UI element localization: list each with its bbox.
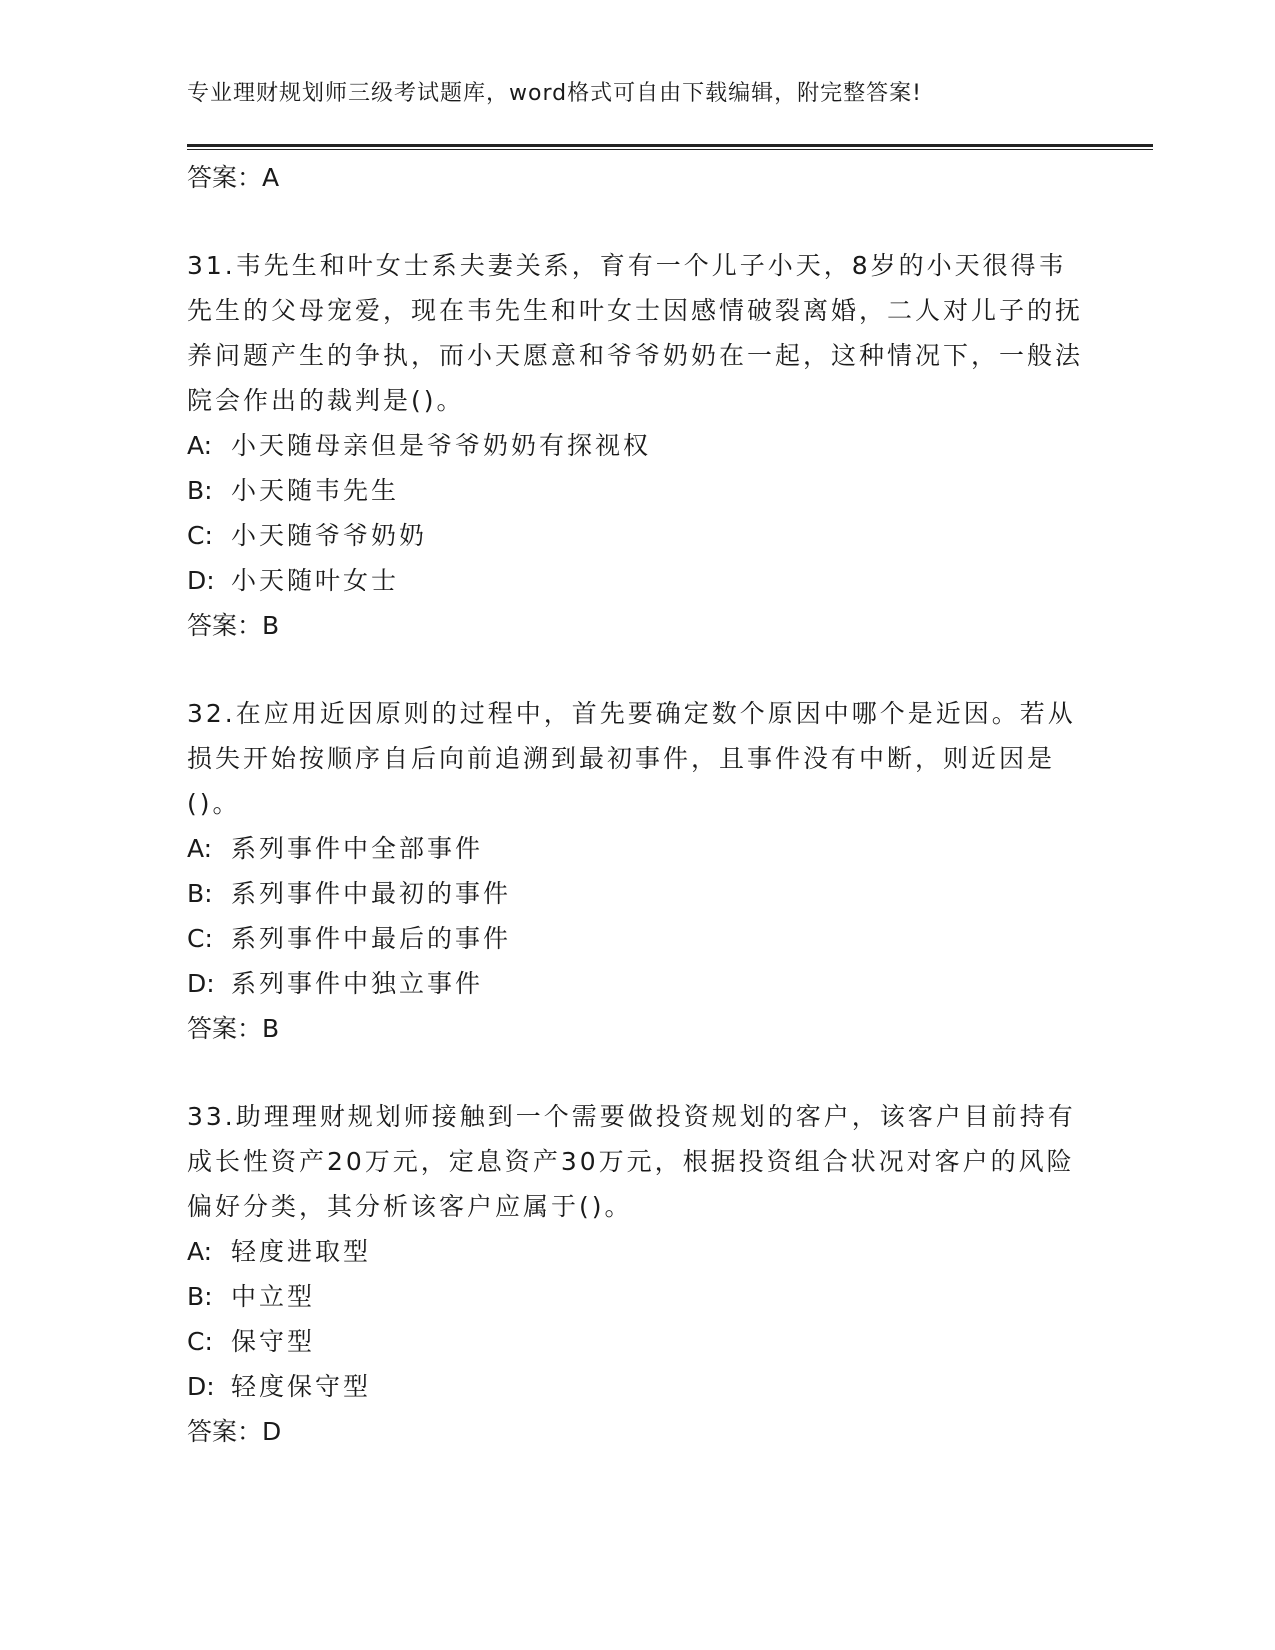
- option-item: [187, 513, 1087, 558]
- question-stem: 31.韦先生和叶女士系夫妻关系，育有一个儿子小天，8岁的小天很得韦先生的父母宠爱，现在韦先生和叶女士因感情破裂离婚，二人对儿子的抚养问题产生的争执，而小天愿意和爷爷奶奶在一起，这种情况下，一般法院会作出的裁判是()。: [187, 251, 1084, 415]
- option-key: C:: [187, 521, 213, 550]
- header-rule-thin: [187, 149, 1153, 150]
- document-body: [187, 155, 1087, 1455]
- question-block: [187, 691, 1087, 1052]
- option-text: 小天随母亲但是爷爷奶奶有探视权: [231, 431, 652, 460]
- header-rule-thick: [187, 144, 1153, 147]
- option-item: [187, 961, 1087, 1006]
- option-key: B:: [187, 1282, 213, 1311]
- option-item: [187, 1229, 1087, 1274]
- option-key: A:: [187, 1237, 213, 1266]
- option-item: [187, 1364, 1087, 1409]
- option-text: 系列事件中最初的事件: [231, 879, 512, 908]
- option-text: 小天随叶女士: [231, 566, 400, 595]
- page-header: 专业理财规划师三级考试题库，word格式可自由下载编辑，附完整答案!: [187, 81, 922, 106]
- option-text: 轻度保守型: [231, 1372, 372, 1401]
- question-stem: 32.在应用近因原则的过程中，首先要确定数个原因中哪个是近因。若从损失开始按顺序自后向前追溯到最初事件，且事件没有中断，则近因是()。: [187, 699, 1076, 818]
- option-text: 小天随爷爷奶奶: [231, 521, 428, 550]
- option-text: 中立型: [231, 1282, 316, 1311]
- option-item: [187, 916, 1087, 961]
- option-item: [187, 871, 1087, 916]
- question-block: [187, 243, 1087, 649]
- option-key: B:: [187, 476, 213, 505]
- option-text: 系列事件中最后的事件: [231, 924, 512, 953]
- option-key: C:: [187, 1327, 213, 1356]
- option-text: 系列事件中独立事件: [231, 969, 484, 998]
- option-text: 系列事件中全部事件: [231, 834, 484, 863]
- option-item: [187, 1274, 1087, 1319]
- answer-line: 答案：A: [187, 163, 280, 192]
- option-key: B:: [187, 879, 213, 908]
- option-key: D:: [187, 566, 215, 595]
- option-key: A:: [187, 431, 213, 460]
- option-item: [187, 1319, 1087, 1364]
- question-block: [187, 1094, 1087, 1455]
- answer-line: 答案：B: [187, 1014, 280, 1043]
- answer-line: 答案：B: [187, 611, 280, 640]
- question-stem: 33.助理理财规划师接触到一个需要做投资规划的客户，该客户目前持有成长性资产20万元，定息资产30万元，根据投资组合状况对客户的风险偏好分类，其分析该客户应属于()。: [187, 1102, 1076, 1221]
- option-item: [187, 826, 1087, 871]
- option-text: 保守型: [231, 1327, 316, 1356]
- option-key: D:: [187, 969, 215, 998]
- option-key: A:: [187, 834, 213, 863]
- option-item: [187, 423, 1087, 468]
- option-item: [187, 468, 1087, 513]
- option-item: [187, 558, 1087, 603]
- answer-line: 答案：D: [187, 1417, 282, 1446]
- option-text: 小天随韦先生: [231, 476, 400, 505]
- option-key: C:: [187, 924, 213, 953]
- option-key: D:: [187, 1372, 215, 1401]
- option-text: 轻度进取型: [231, 1237, 372, 1266]
